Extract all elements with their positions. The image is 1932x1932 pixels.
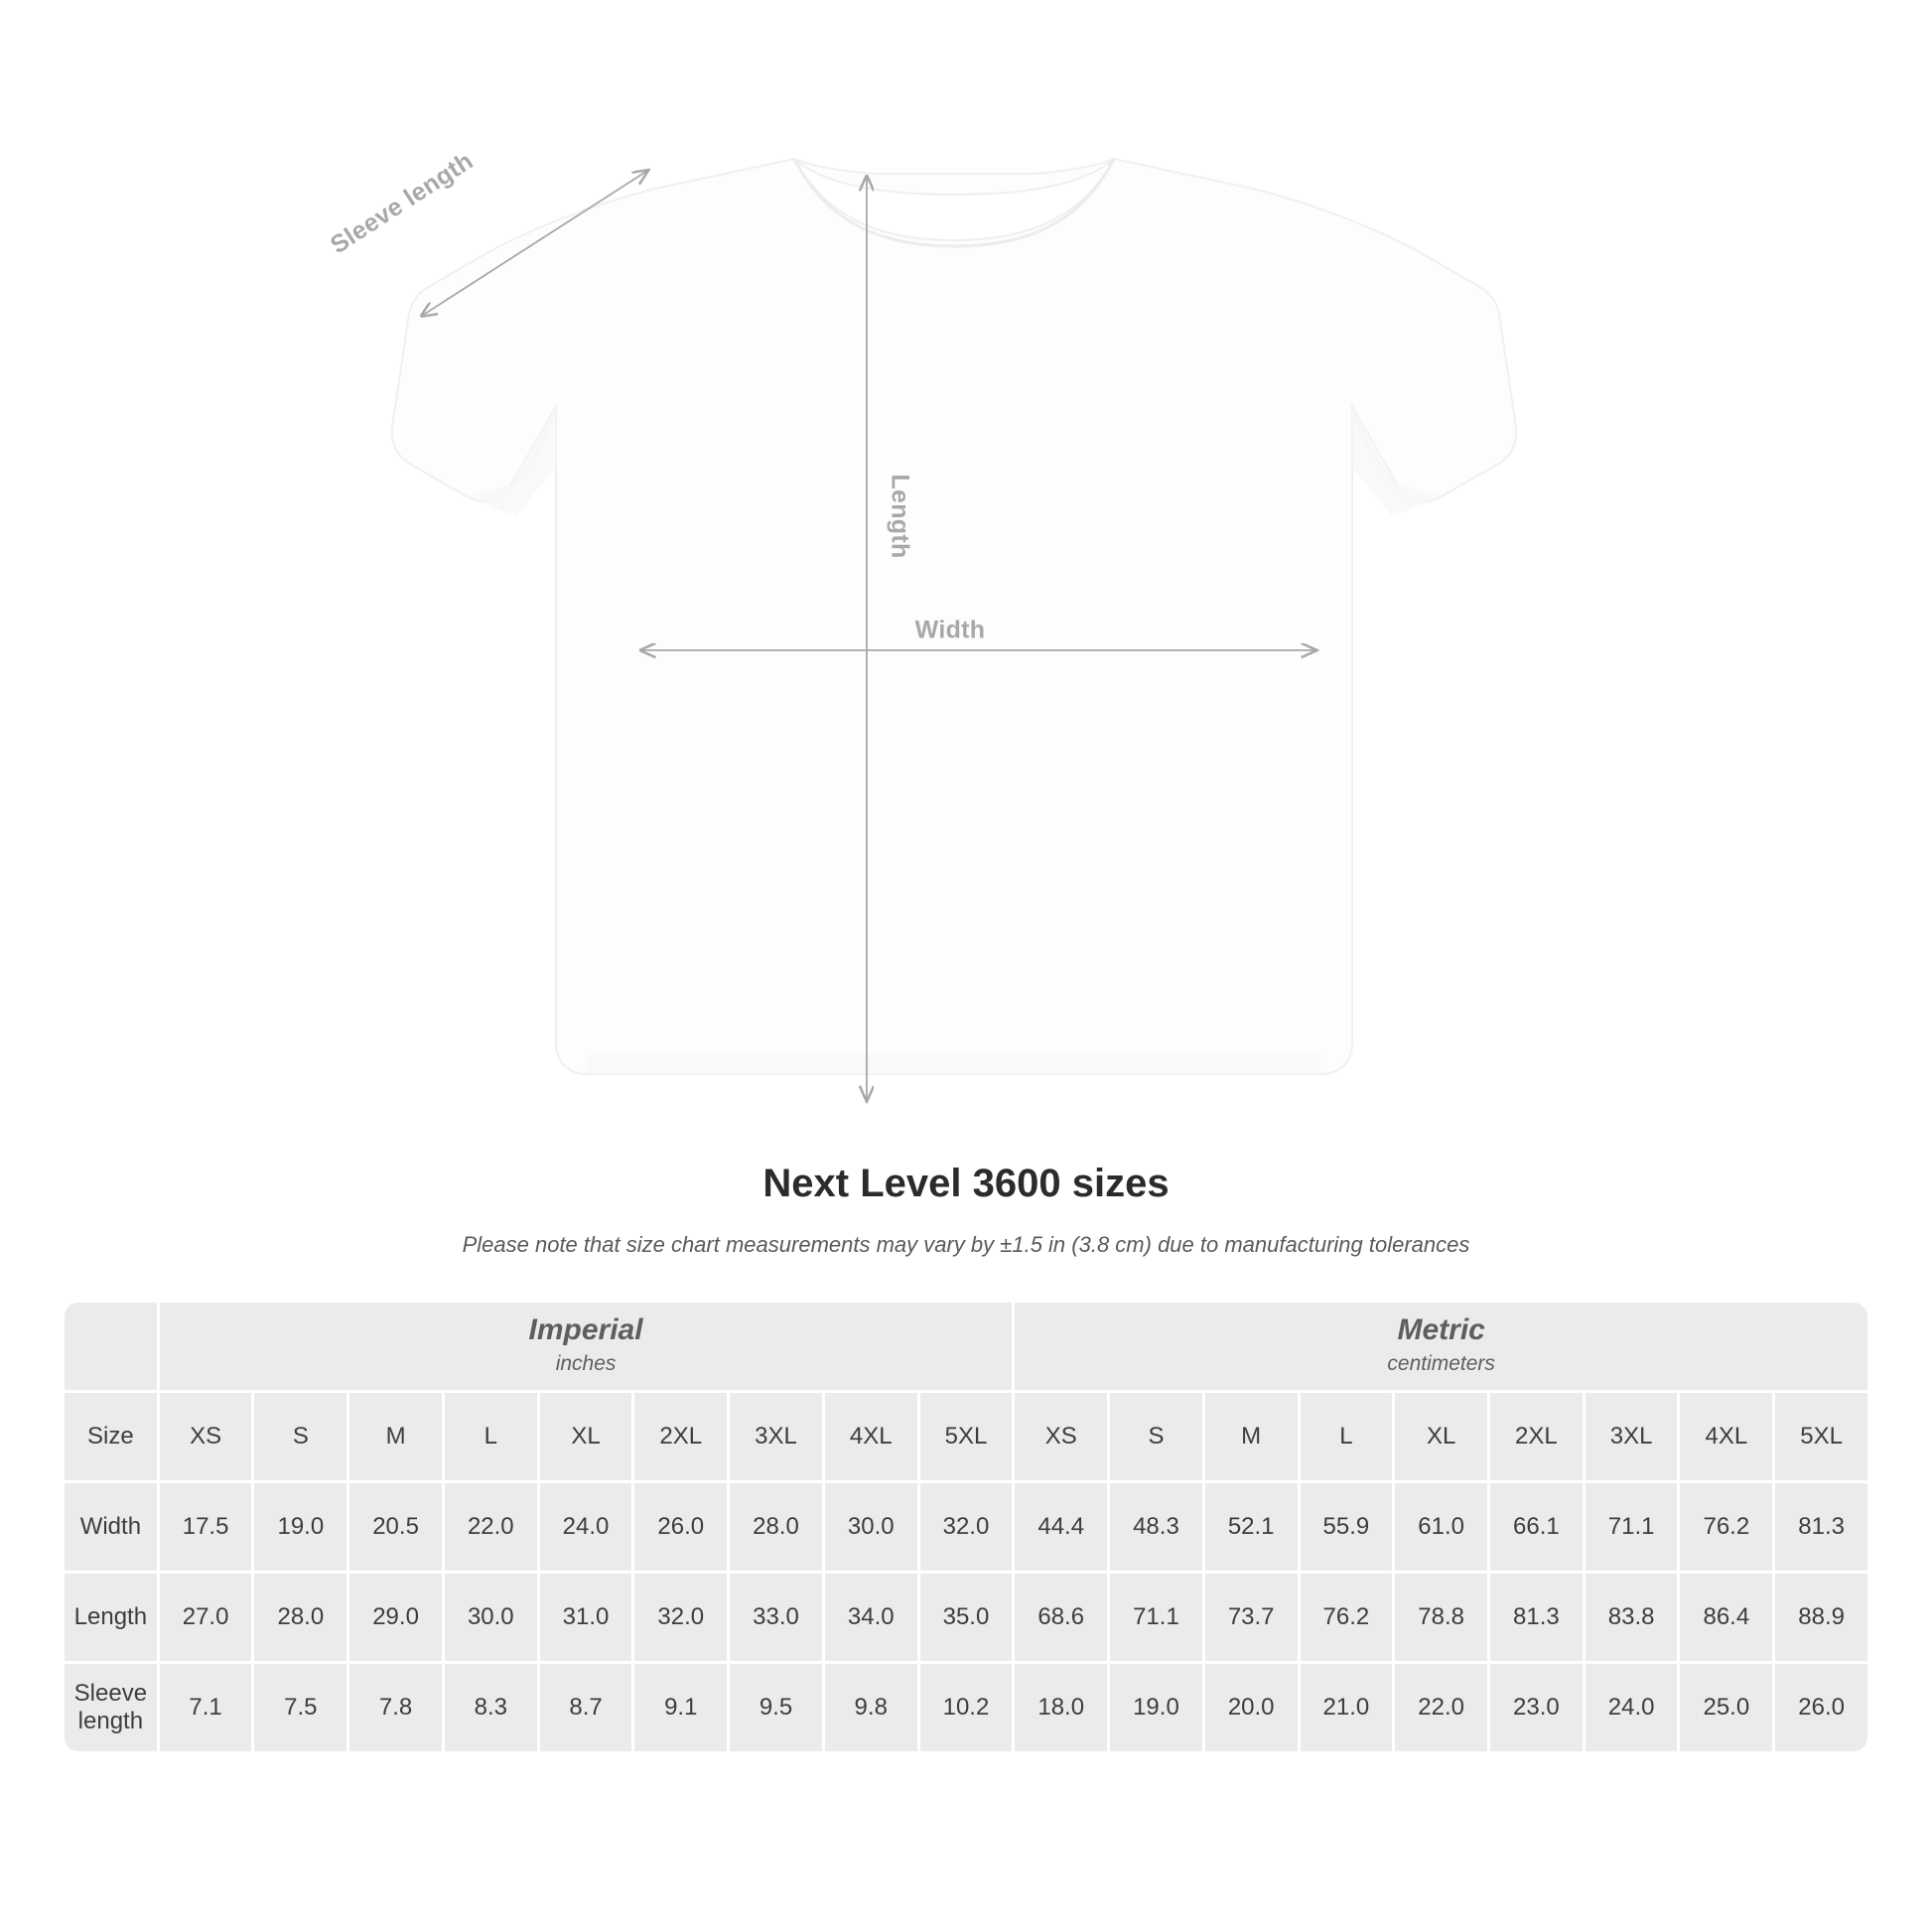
cell-width-imperial-xl: 24.0 — [540, 1483, 632, 1571]
unit-header-metric — [1015, 1303, 1867, 1390]
cell-width-imperial-5xl: 32.0 — [920, 1483, 1013, 1571]
cell-sleeve-metric-xl: 22.0 — [1395, 1664, 1487, 1751]
cell-sleeve-metric-4xl: 25.0 — [1680, 1664, 1772, 1751]
cell-width-metric-xs: 44.4 — [1015, 1483, 1107, 1571]
cell-width-metric-l: 55.9 — [1301, 1483, 1393, 1571]
cell-sleeve-imperial-5xl: 10.2 — [920, 1664, 1013, 1751]
size-header-metric-2xl: 2XL — [1490, 1393, 1583, 1480]
size-header-metric-4xl: 4XL — [1680, 1393, 1772, 1480]
cell-sleeve-imperial-xl: 8.7 — [540, 1664, 632, 1751]
cell-length-metric-l: 76.2 — [1301, 1574, 1393, 1661]
cell-sleeve-metric-5xl: 26.0 — [1775, 1664, 1867, 1751]
cell-sleeve-metric-xs: 18.0 — [1015, 1664, 1107, 1751]
size-header-imperial-xl: XL — [540, 1393, 632, 1480]
cell-width-imperial-4xl: 30.0 — [825, 1483, 917, 1571]
size-header-metric-l: L — [1301, 1393, 1393, 1480]
cell-length-metric-5xl: 88.9 — [1775, 1574, 1867, 1661]
sleeve-length-label: Sleeve length — [325, 146, 479, 260]
cell-width-imperial-3xl: 28.0 — [730, 1483, 822, 1571]
size-table — [62, 1300, 1870, 1754]
cell-width-metric-2xl: 66.1 — [1490, 1483, 1583, 1571]
size-header-metric-5xl: 5XL — [1775, 1393, 1867, 1480]
size-header-row — [65, 1393, 1867, 1480]
unit-header-spacer — [65, 1303, 157, 1390]
cell-length-imperial-m: 29.0 — [349, 1574, 442, 1661]
unit-imperial-sub: inches — [555, 1352, 617, 1376]
unit-metric-sub: centimeters — [1387, 1352, 1495, 1376]
size-header-metric-s: S — [1110, 1393, 1202, 1480]
cell-width-metric-s: 48.3 — [1110, 1483, 1202, 1571]
row-label-width: Width — [65, 1483, 157, 1571]
size-header-imperial-m: M — [349, 1393, 442, 1480]
cell-width-metric-5xl: 81.3 — [1775, 1483, 1867, 1571]
cell-length-imperial-3xl: 33.0 — [730, 1574, 822, 1661]
unit-imperial-name: Imperial — [528, 1313, 643, 1347]
size-header-metric-xl: XL — [1395, 1393, 1487, 1480]
cell-sleeve-imperial-2xl: 9.1 — [634, 1664, 727, 1751]
cell-length-metric-3xl: 83.8 — [1586, 1574, 1678, 1661]
size-table-wrapper — [62, 1300, 1870, 1754]
width-label: Width — [914, 616, 986, 644]
size-header-imperial-3xl: 3XL — [730, 1393, 822, 1480]
table-row — [65, 1664, 1867, 1751]
cell-sleeve-imperial-l: 8.3 — [445, 1664, 537, 1751]
cell-length-metric-xl: 78.8 — [1395, 1574, 1487, 1661]
cell-length-imperial-5xl: 35.0 — [920, 1574, 1013, 1661]
cell-length-metric-2xl: 81.3 — [1490, 1574, 1583, 1661]
cell-length-imperial-l: 30.0 — [445, 1574, 537, 1661]
cell-length-imperial-xs: 27.0 — [160, 1574, 252, 1661]
cell-length-imperial-2xl: 32.0 — [634, 1574, 727, 1661]
cell-width-metric-m: 52.1 — [1205, 1483, 1298, 1571]
cell-sleeve-metric-m: 20.0 — [1205, 1664, 1298, 1751]
table-row — [65, 1483, 1867, 1571]
size-header-imperial-xs: XS — [160, 1393, 252, 1480]
cell-sleeve-imperial-s: 7.5 — [254, 1664, 346, 1751]
unit-metric-name: Metric — [1397, 1313, 1485, 1347]
size-header-metric-3xl: 3XL — [1586, 1393, 1678, 1480]
size-header-cell: Size — [65, 1393, 157, 1480]
size-header-imperial-l: L — [445, 1393, 537, 1480]
table-row — [65, 1574, 1867, 1661]
cell-length-imperial-xl: 31.0 — [540, 1574, 632, 1661]
cell-sleeve-metric-l: 21.0 — [1301, 1664, 1393, 1751]
size-header-metric-m: M — [1205, 1393, 1298, 1480]
page-title: Next Level 3600 sizes — [762, 1162, 1170, 1205]
cell-sleeve-imperial-4xl: 9.8 — [825, 1664, 917, 1751]
size-header-imperial-s: S — [254, 1393, 346, 1480]
cell-width-imperial-l: 22.0 — [445, 1483, 537, 1571]
size-header-imperial-2xl: 2XL — [634, 1393, 727, 1480]
cell-length-metric-m: 73.7 — [1205, 1574, 1298, 1661]
size-header-metric-xs: XS — [1015, 1393, 1107, 1480]
cell-width-metric-3xl: 71.1 — [1586, 1483, 1678, 1571]
size-header-imperial-4xl: 4XL — [825, 1393, 917, 1480]
tolerance-note: Please note that size chart measurements may vary by ±1.5 in (3.8 cm) due to manufacturing tolerances — [462, 1232, 1470, 1257]
cell-sleeve-metric-s: 19.0 — [1110, 1664, 1202, 1751]
cell-length-metric-s: 71.1 — [1110, 1574, 1202, 1661]
cell-length-imperial-s: 28.0 — [254, 1574, 346, 1661]
cell-width-imperial-m: 20.5 — [349, 1483, 442, 1571]
cell-length-metric-xs: 68.6 — [1015, 1574, 1107, 1661]
length-label: Length — [886, 474, 914, 559]
size-header-imperial-5xl: 5XL — [920, 1393, 1013, 1480]
unit-header-row — [65, 1303, 1867, 1390]
cell-sleeve-imperial-m: 7.8 — [349, 1664, 442, 1751]
cell-width-metric-xl: 61.0 — [1395, 1483, 1487, 1571]
cell-sleeve-metric-2xl: 23.0 — [1490, 1664, 1583, 1751]
cell-width-imperial-xs: 17.5 — [160, 1483, 252, 1571]
unit-header-imperial — [160, 1303, 1013, 1390]
cell-length-metric-4xl: 86.4 — [1680, 1574, 1772, 1661]
cell-width-metric-4xl: 76.2 — [1680, 1483, 1772, 1571]
row-label-sleeve-length: Sleeve length — [65, 1664, 157, 1751]
cell-length-imperial-4xl: 34.0 — [825, 1574, 917, 1661]
cell-sleeve-metric-3xl: 24.0 — [1586, 1664, 1678, 1751]
cell-sleeve-imperial-3xl: 9.5 — [730, 1664, 822, 1751]
row-label-length: Length — [65, 1574, 157, 1661]
cell-sleeve-imperial-xs: 7.1 — [160, 1664, 252, 1751]
cell-width-imperial-2xl: 26.0 — [634, 1483, 727, 1571]
cell-width-imperial-s: 19.0 — [254, 1483, 346, 1571]
